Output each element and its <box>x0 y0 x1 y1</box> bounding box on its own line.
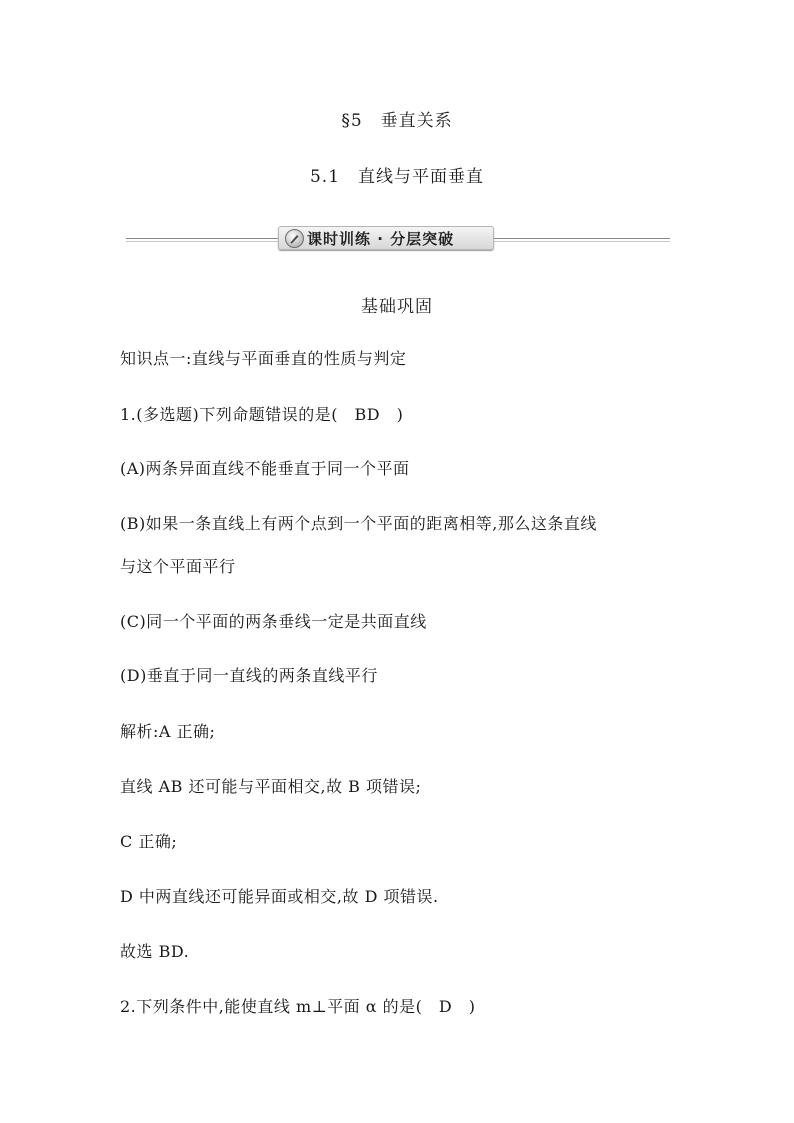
analysis-conclusion: 故选 BD. <box>120 942 190 961</box>
analysis-line: C 正确; <box>120 832 178 851</box>
option-b-continued: 与这个平面平行 <box>120 557 236 576</box>
section-title: §5 垂直关系 <box>341 111 453 131</box>
banner-label: 课时训练 · 分层突破 <box>307 230 455 248</box>
banner-tab <box>278 226 494 250</box>
option-d: (D)垂直于同一直线的两条直线平行 <box>120 666 378 685</box>
option-c: (C)同一个平面的两条垂线一定是共面直线 <box>120 612 427 631</box>
question-2-stem: 2.下列条件中,能使直线 m⊥平面 α 的是( D ) <box>120 997 476 1016</box>
subheading: 基础巩固 <box>361 297 433 317</box>
analysis-line: 解析:A 正确; <box>120 722 216 741</box>
analysis-line: 直线 AB 还可能与平面相交,故 B 项错误; <box>120 777 422 796</box>
option-b: (B)如果一条直线上有两个点到一个平面的距离相等,那么这条直线 <box>120 514 597 533</box>
option-a: (A)两条异面直线不能垂直于同一个平面 <box>120 459 410 478</box>
analysis-line: D 中两直线还可能异面或相交,故 D 项错误. <box>120 887 439 906</box>
knowledge-point-heading: 知识点一:直线与平面垂直的性质与判定 <box>120 349 407 368</box>
question-1-stem: 1.(多选题)下列命题错误的是( BD ) <box>120 405 404 424</box>
pen-badge-icon <box>285 229 304 248</box>
subsection-title: 5.1 直线与平面垂直 <box>309 167 485 187</box>
practice-banner <box>126 226 670 250</box>
